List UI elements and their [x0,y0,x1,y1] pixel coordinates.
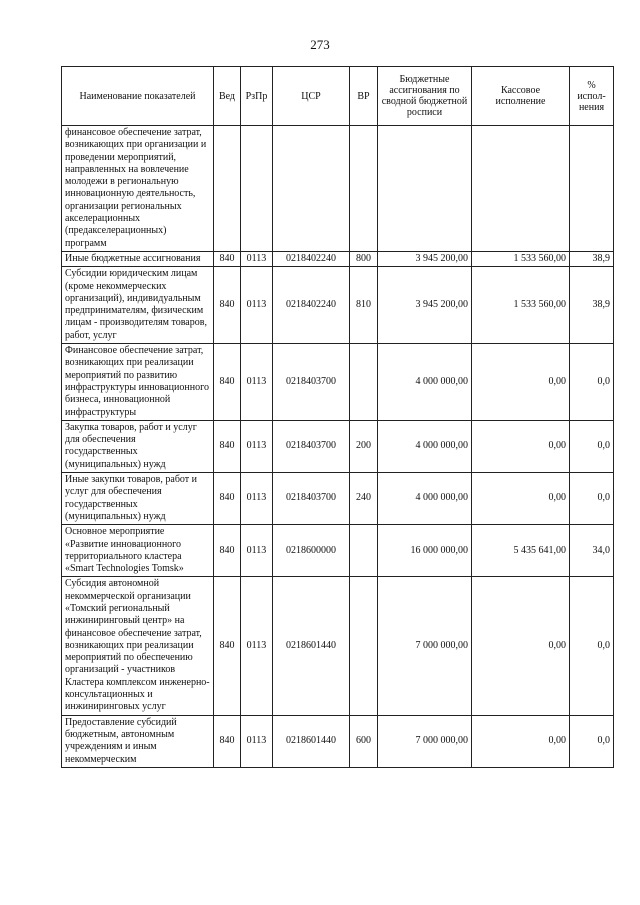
cell-csr: 0218403700 [273,473,350,525]
cell-budget: 4 000 000,00 [378,473,472,525]
cell-rzpr: 0113 [241,420,273,472]
cell-vr [350,126,378,252]
cell-csr: 0218601440 [273,715,350,767]
cell-percent: 0,0 [570,420,614,472]
header-ved: Вед [214,67,241,126]
header-budget: Бюджетные ассигнования по сводной бюджетной росписи [378,67,472,126]
table-row [62,267,614,344]
cell-name: финансовое обеспечение затрат, возникающих при организации и проведении мероприятий, направленных на вовлечение молодежи в региональную инновационную деятельность, организации региональных акселерационных (предакселерационных) программ [62,126,214,252]
cell-ved: 840 [214,715,241,767]
cell-vr [350,525,378,577]
cell-ved: 840 [214,344,241,421]
cell-budget: 16 000 000,00 [378,525,472,577]
cell-ved: 840 [214,267,241,344]
cell-rzpr: 0113 [241,715,273,767]
cell-rzpr: 0113 [241,344,273,421]
header-rzpr: РзПр [241,67,273,126]
cell-ved: 840 [214,525,241,577]
cell-percent: 0,0 [570,577,614,715]
cell-vr [350,344,378,421]
cell-budget: 4 000 000,00 [378,420,472,472]
cell-cash: 0,00 [472,473,570,525]
cell-budget: 4 000 000,00 [378,344,472,421]
cell-rzpr: 0113 [241,251,273,266]
cell-name: Предоставление субсидий бюджетным, автономным учреждениям и иным некоммерческим [62,715,214,767]
header-csr: ЦСР [273,67,350,126]
cell-cash: 5 435 641,00 [472,525,570,577]
cell-cash: 0,00 [472,715,570,767]
budget-table [61,66,614,768]
table-row [62,577,614,715]
cell-ved: 840 [214,577,241,715]
cell-cash [472,126,570,252]
table-row [62,473,614,525]
cell-name: Иные закупки товаров, работ и услуг для обеспечения государственных (муниципальных) нужд [62,473,214,525]
cell-csr [273,126,350,252]
cell-percent: 34,0 [570,525,614,577]
table-row [62,715,614,767]
cell-vr: 240 [350,473,378,525]
cell-csr: 0218402240 [273,251,350,266]
cell-percent: 0,0 [570,344,614,421]
cell-rzpr: 0113 [241,267,273,344]
cell-percent: 0,0 [570,715,614,767]
table-body [62,126,614,768]
cell-csr: 0218601440 [273,577,350,715]
cell-ved: 840 [214,473,241,525]
cell-percent: 38,9 [570,267,614,344]
cell-cash: 0,00 [472,344,570,421]
cell-csr: 0218402240 [273,267,350,344]
cell-budget: 3 945 200,00 [378,251,472,266]
table-row [62,525,614,577]
page-number: 273 [310,37,330,52]
cell-budget: 7 000 000,00 [378,715,472,767]
cell-name: Субсидии юридическим лицам (кроме некоммерческих организаций), индивидуальным предпринимателям, физическим лицам - производителям товаров, работ, услуг [62,267,214,344]
header-percent: % испол-нения [570,67,614,126]
cell-csr: 0218600000 [273,525,350,577]
cell-name: Субсидия автономной некоммерческой организации «Томский региональный инжиниринговый центр» на финансовое обеспечение затрат, возникающих при реализации мероприятий по обеспечению организаций - участников Кластера комплексом инженерно-консультационных и инжиниринговых услуг [62,577,214,715]
cell-rzpr: 0113 [241,577,273,715]
cell-cash: 0,00 [472,577,570,715]
cell-csr: 0218403700 [273,420,350,472]
cell-vr: 200 [350,420,378,472]
cell-budget: 3 945 200,00 [378,267,472,344]
cell-percent: 0,0 [570,473,614,525]
cell-percent: 38,9 [570,251,614,266]
cell-budget [378,126,472,252]
table-row [62,251,614,266]
cell-vr: 810 [350,267,378,344]
cell-name: Закупка товаров, работ и услуг для обеспечения государственных (муниципальных) нужд [62,420,214,472]
cell-name: Финансовое обеспечение затрат, возникающих при реализации мероприятий по развитию инфраструктуры инновационного бизнеса, инновационной инфраструктуры [62,344,214,421]
cell-ved: 840 [214,420,241,472]
cell-name: Основное мероприятие «Развитие инновационного территориального кластера «Smart Technologies Tomsk» [62,525,214,577]
table-row [62,344,614,421]
cell-name: Иные бюджетные ассигнования [62,251,214,266]
cell-csr: 0218403700 [273,344,350,421]
header-name: Наименование показателей [62,67,214,126]
cell-cash: 1 533 560,00 [472,267,570,344]
cell-vr: 800 [350,251,378,266]
table-row [62,420,614,472]
cell-ved [214,126,241,252]
cell-vr: 600 [350,715,378,767]
cell-rzpr: 0113 [241,525,273,577]
cell-rzpr: 0113 [241,473,273,525]
cell-cash: 0,00 [472,420,570,472]
table-header-row [62,67,614,126]
cell-budget: 7 000 000,00 [378,577,472,715]
header-cash: Кассовое исполнение [472,67,570,126]
cell-cash: 1 533 560,00 [472,251,570,266]
cell-vr [350,577,378,715]
header-vr: ВР [350,67,378,126]
table-row [62,126,614,252]
cell-rzpr [241,126,273,252]
cell-percent [570,126,614,252]
cell-ved: 840 [214,251,241,266]
